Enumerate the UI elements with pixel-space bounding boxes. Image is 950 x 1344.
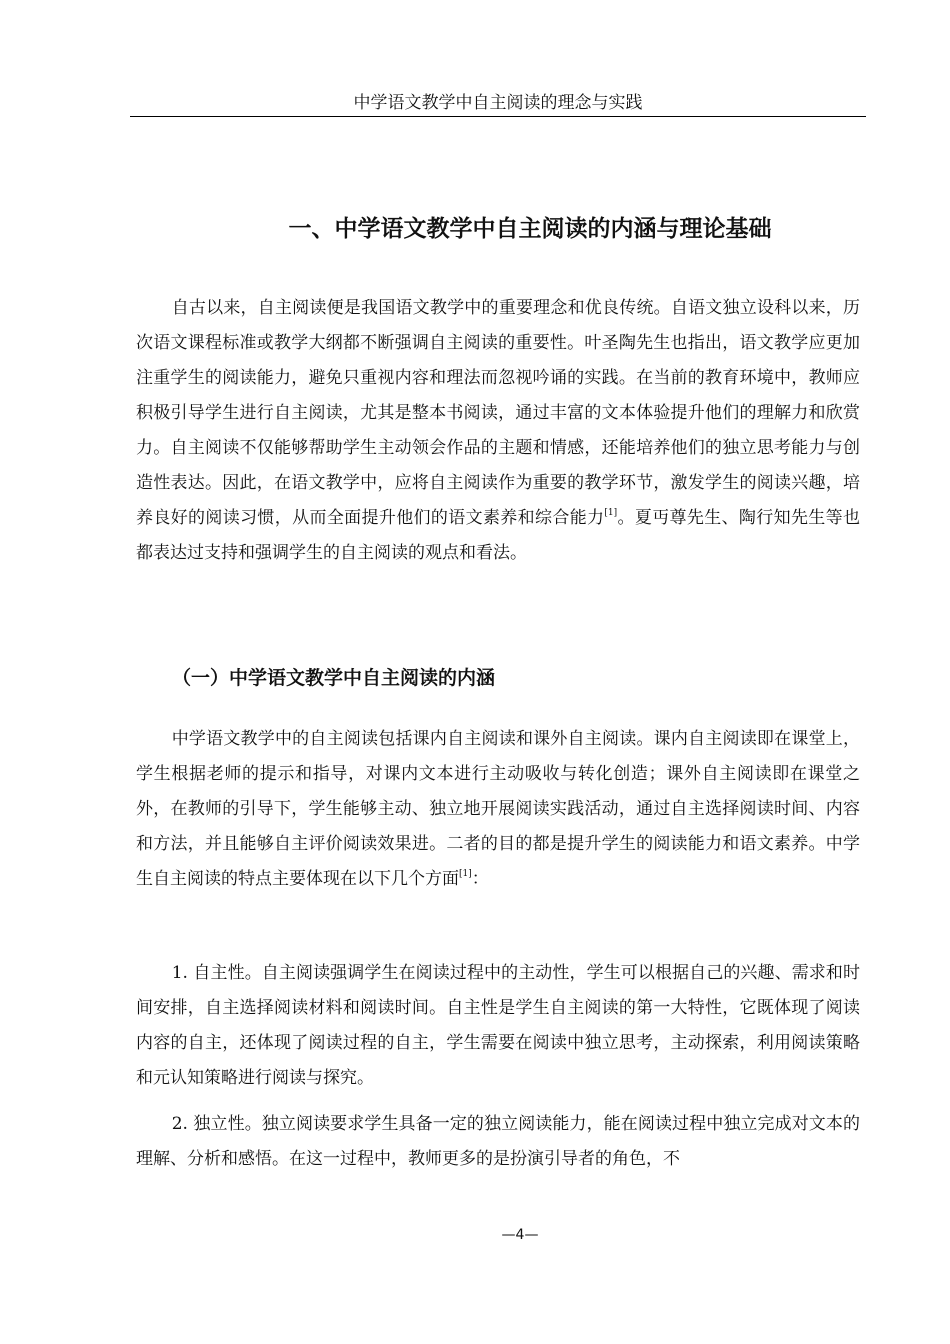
intro-paragraph [136,291,860,571]
running-header: 中学语文教学中自主阅读的理念与实践 [353,93,643,113]
connotation-text-b: ： [471,869,489,889]
point-1-paragraph: 1. 自主性。自主阅读强调学生在阅读过程中的主动性，学生可以根据自己的兴趣、需求和时间安排，自主选择阅读材料和阅读时间。自主性是学生自主阅读的第一大特性，它既体现了阅读内容的自主，还体现了阅读过程的自主，学生需要在阅读中独立思考，主动探索，利用阅读策略和元认知策略进行阅读与探究。 [136,963,860,1088]
point-2-paragraph: 2. 独立性。独立阅读要求学生具备一定的独立阅读能力，能在阅读过程中独立完成对文本的理解、分析和感悟。在这一过程中，教师更多的是扮演引导者的角色，不 [136,1114,860,1169]
connotation-text-a: 中学语文教学中的自主阅读包括课内自主阅读和课外自主阅读。课内自主阅读即在课堂上，学生根据老师的提示和指导，对课内文本进行主动吸收与转化创造；课外自主阅读即在课堂之外，在教师的引导下，学生能够主动、独立地开展阅读实践活动，通过自主选择阅读时间、内容和方法，并且能够自主评价阅读效果进。二者的目的都是提升学生的阅读能力和语文素养。中学生自主阅读的特点主要体现在以下几个方面 [136,729,860,889]
header-rule [130,116,866,117]
citation-ref: [1] [604,508,618,518]
chapter-title: 一、中学语文教学中自主阅读的内涵与理论基础 [288,216,772,242]
intro-text-b: 。夏丏尊先生、陶行知先生等也都表达过支持和强调学生的自主阅读的观点和看法。 [136,508,861,563]
section-heading: （一）中学语文教学中自主阅读的内涵 [172,667,496,689]
citation-ref: [1] [459,869,472,879]
page-number: —4— [501,1227,539,1243]
intro-text-a: 自古以来，自主阅读便是我国语文教学中的重要理念和优良传统。自语文独立设科以来，历次语文课程标准或教学大纲都不断强调自主阅读的重要性。叶圣陶先生也指出，语文教学应更加注重学生的阅读能力，避免只重视内容和理法而忽视吟诵的实践。在当前的教育环境中，教师应积极引导学生进行自主阅读，尤其是整本书阅读，通过丰富的文本体验提升他们的理解力和欣赏力。自主阅读不仅能够帮助学生主动领会作品的主题和情感，还能培养他们的独立思考能力与创造性表达。因此，在语文教学中，应将自主阅读作为重要的教学环节，激发学生的阅读兴趣，培养良好的阅读习惯，从而全面提升他们的语文素养和综合能力 [136,298,860,528]
connotation-paragraph [136,722,860,897]
